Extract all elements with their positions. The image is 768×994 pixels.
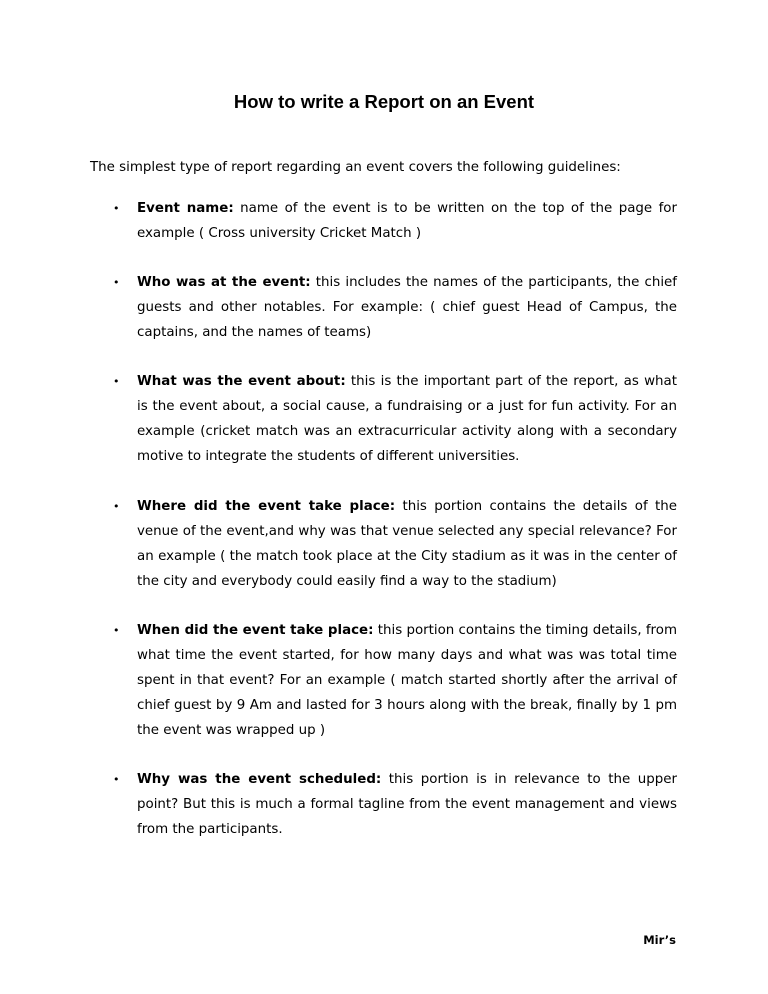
item-term: Who was at the event: [137, 275, 311, 290]
bullet-icon: • [113, 375, 120, 388]
list-item [113, 618, 677, 743]
footer-signature: Mir’s [643, 933, 676, 947]
list-item [113, 767, 677, 842]
item-term: What was the event about: [137, 374, 346, 389]
item-text: this is the important part of the report, as what is the event about, a social cause, a fundraising or a just for fun activity. For an example (cricket match was an extracurricular activity along with a secondary motive to integrate the students of different universities. [137, 374, 677, 464]
list-item [113, 369, 677, 469]
item-term: Why was the event scheduled: [137, 772, 382, 787]
list-item [113, 270, 677, 345]
page-title: How to write a Report on an Event [233, 91, 535, 112]
bullet-icon: • [113, 500, 120, 513]
intro-paragraph: The simplest type of report regarding an event covers the following guidelines: [90, 160, 621, 175]
bullet-icon: • [113, 773, 120, 786]
item-term: When did the event take place: [137, 623, 374, 638]
bullet-icon: • [113, 276, 120, 289]
list-item [113, 196, 677, 246]
bullet-icon: • [113, 202, 120, 215]
item-text: this portion contains the details of the venue of the event,and why was that venue selected any special relevance? For an example ( the match took place at the City stadium as it was in the center of the city and everybody could easily find a way to the stadium) [137, 499, 677, 589]
item-text: this portion contains the timing details, from what time the event started, for how many days and what was was total time spent in that event? For an example ( match started shortly after the arrival of chief guest by 9 Am and lasted for 3 hours along with the break, finally by 1 pm the event was wrapped up ) [137, 623, 677, 738]
bullet-icon: • [113, 624, 120, 637]
item-text: this portion is in relevance to the upper point? But this is much a formal tagline from the event management and views from the participants. [137, 772, 677, 837]
item-text: name of the event is to be written on the top of the page for example ( Cross university Cricket Match ) [137, 201, 677, 241]
item-term: Where did the event take place: [137, 499, 396, 514]
item-text: this includes the names of the participants, the chief guests and other notables. For example: ( chief guest Head of Campus, the captains, and the names of teams) [137, 275, 677, 340]
list-item [113, 494, 677, 594]
item-term: Event name: [137, 201, 234, 216]
